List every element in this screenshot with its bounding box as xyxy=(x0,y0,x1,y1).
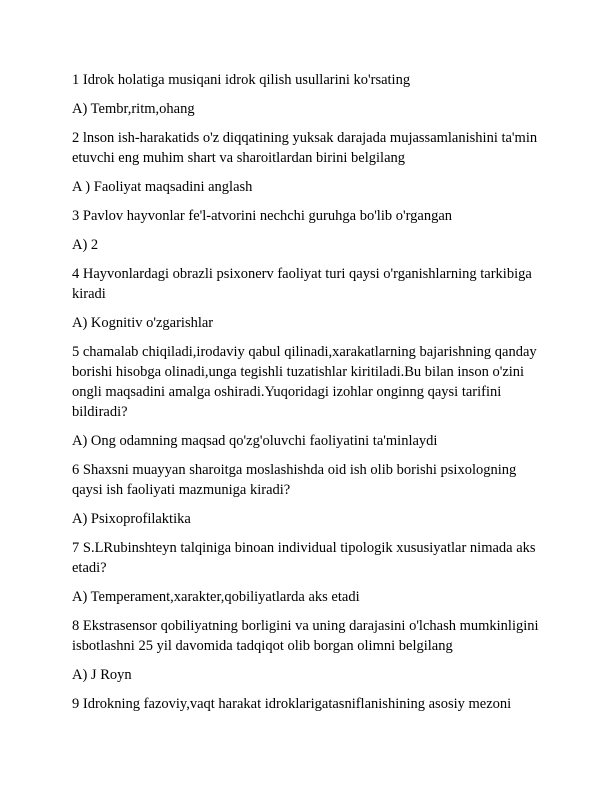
question-2: 2 lnson ish-harakatids o'z diqqatining yuksak darajada mujassamlanishini ta'min etuvchi eng muhim shart va sharoitlardan birini belgilang xyxy=(72,130,538,166)
document-body xyxy=(72,70,542,723)
answer-3: A) 2 xyxy=(72,237,99,253)
answer-8: A) J Royn xyxy=(72,667,132,683)
question-3: 3 Pavlov hayvonlar fe'l-atvorini nechchi guruhga bo'lib o'rgangan xyxy=(72,208,453,224)
answer-6: A) Psixoprofilaktika xyxy=(72,511,191,527)
question-8: 8 Ekstrasensor qobiliyatning borligini va uning darajasini o'lchash mumkinligini isbotlashni 25 yil davomida tadqiqot olib borgan olimni belgilang xyxy=(72,618,539,654)
answer-5: A) Ong odamning maqsad qo'zg'oluvchi faoliyatini ta'minlaydi xyxy=(72,433,438,449)
question-4: 4 Hayvonlardagi obrazli psixonerv faoliyat turi qaysi o'rganishlarning tarkibiga kiradi xyxy=(72,266,532,302)
question-6: 6 Shaxsni muayyan sharoitga moslashishda oid ish olib borishi psixologning qaysi ish faoliyati mazmuniga kiradi? xyxy=(72,462,517,498)
answer-2: A ) Faoliyat maqsadini anglash xyxy=(72,179,253,195)
question-5: 5 chamalab chiqiladi,irodaviy qabul qilinadi,xarakatlarning bajarishning qanday borishi hisobga olinadi,unga tegishli tuzatishlar kiritiladi.Bu bilan inson o'zini ongli maqsadini amalga oshiradi.Yuqoridagi izohlar onginng qaysi tarifini bildiradi? xyxy=(72,344,537,420)
answer-4: A) Kognitiv o'zgarishlar xyxy=(72,315,214,331)
answer-7: A) Temperament,xarakter,qobiliyatlarda aks etadi xyxy=(72,589,360,605)
question-7: 7 S.LRubinshteyn talqiniga binoan individual tipologik xususiyatlar nimada aks etadi? xyxy=(72,540,536,576)
question-1: 1 Idrok holatiga musiqani idrok qilish usullarini ko'rsating xyxy=(72,72,411,88)
answer-1: A) Tembr,ritm,ohang xyxy=(72,101,195,117)
question-9: 9 Idrokning fazoviy,vaqt harakat idroklarigatasniflanishining asosiy mezoni xyxy=(72,696,512,712)
